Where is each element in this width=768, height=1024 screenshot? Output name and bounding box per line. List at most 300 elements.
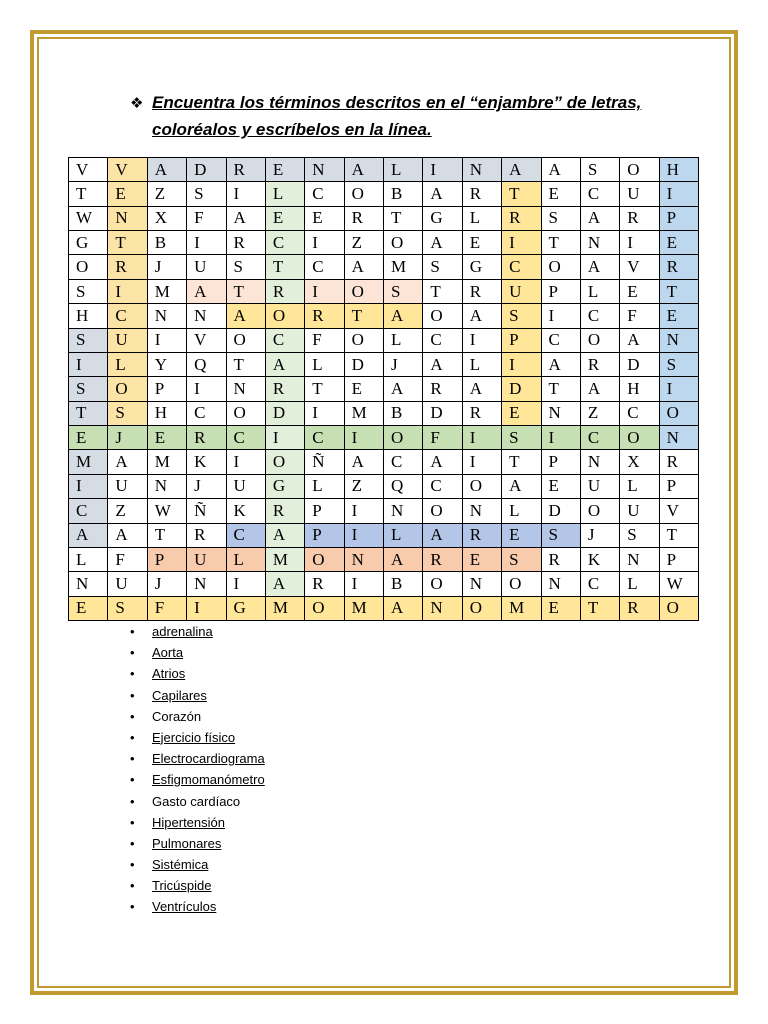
word-list-item xyxy=(0,875,768,896)
grid-cell: A xyxy=(502,475,541,499)
grid-cell: Ñ xyxy=(187,499,226,523)
grid-cell: O xyxy=(620,426,659,450)
grid-cell: N xyxy=(384,499,423,523)
grid-cell: S xyxy=(542,524,581,548)
grid-cell: Z xyxy=(148,182,187,206)
grid-cell: A xyxy=(423,231,462,255)
word-list-item xyxy=(0,685,768,706)
grid-cell: E xyxy=(542,597,581,621)
grid-cell: R xyxy=(187,524,226,548)
grid-cell: E xyxy=(69,426,108,450)
grid-cell: I xyxy=(463,329,502,353)
grid-cell: R xyxy=(187,426,226,450)
grid-cell: L xyxy=(620,572,659,596)
grid-cell: K xyxy=(581,548,620,572)
grid-cell: U xyxy=(581,475,620,499)
grid-cell: N xyxy=(660,329,699,353)
bullet-icon: • xyxy=(130,729,135,745)
word-list-item xyxy=(0,854,768,875)
grid-cell: R xyxy=(620,207,659,231)
grid-cell: H xyxy=(69,304,108,328)
grid-cell: I xyxy=(227,450,266,474)
grid-cell: A xyxy=(384,304,423,328)
grid-cell: S xyxy=(581,158,620,182)
grid-cell: E xyxy=(266,207,305,231)
grid-cell: M xyxy=(345,402,384,426)
grid-cell: O xyxy=(581,499,620,523)
word-list-label: Atrios xyxy=(152,666,186,682)
grid-cell: T xyxy=(581,597,620,621)
grid-cell: O xyxy=(108,377,147,401)
grid-cell: N xyxy=(581,450,620,474)
grid-cell: R xyxy=(660,255,699,279)
word-list-item xyxy=(0,896,768,917)
bullet-icon: • xyxy=(130,624,135,639)
grid-cell: E xyxy=(305,207,344,231)
grid-cell: D xyxy=(542,499,581,523)
grid-cell: E xyxy=(463,548,502,572)
grid-cell: R xyxy=(502,207,541,231)
grid-cell: S xyxy=(227,255,266,279)
grid-cell: I xyxy=(305,402,344,426)
grid-cell: R xyxy=(266,280,305,304)
grid-cell: T xyxy=(69,182,108,206)
grid-cell: S xyxy=(187,182,226,206)
word-list-item xyxy=(0,727,768,748)
grid-cell: N xyxy=(581,231,620,255)
grid-cell: N xyxy=(305,158,344,182)
grid-cell: L xyxy=(463,353,502,377)
grid-cell: D xyxy=(502,377,541,401)
grid-cell: I xyxy=(148,329,187,353)
grid-cell: U xyxy=(108,329,147,353)
grid-cell: C xyxy=(305,426,344,450)
grid-cell: K xyxy=(187,450,226,474)
grid-cell: C xyxy=(502,255,541,279)
grid-cell: L xyxy=(227,548,266,572)
bullet-icon: • xyxy=(130,814,135,830)
grid-cell: F xyxy=(187,207,226,231)
word-list-label: Aorta xyxy=(152,645,184,661)
grid-cell: F xyxy=(620,304,659,328)
word-list-item xyxy=(0,621,768,642)
grid-cell: R xyxy=(305,304,344,328)
grid-cell: P xyxy=(502,329,541,353)
bullet-icon: • xyxy=(130,645,135,661)
grid-cell: I xyxy=(187,231,226,255)
grid-cell: S xyxy=(69,329,108,353)
bullet-icon: • xyxy=(130,857,135,873)
word-list xyxy=(0,621,768,918)
grid-cell: V xyxy=(660,499,699,523)
grid-cell: M xyxy=(266,597,305,621)
grid-cell: N xyxy=(620,548,659,572)
grid-cell: I xyxy=(660,377,699,401)
grid-cell: B xyxy=(148,231,187,255)
grid-cell: E xyxy=(620,280,659,304)
grid-cell: H xyxy=(148,402,187,426)
grid-cell: T xyxy=(227,280,266,304)
grid-cell: C xyxy=(305,255,344,279)
grid-cell: P xyxy=(148,548,187,572)
grid-cell: P xyxy=(305,499,344,523)
grid-cell: L xyxy=(69,548,108,572)
grid-cell: A xyxy=(542,353,581,377)
grid-cell: C xyxy=(384,450,423,474)
grid-cell: A xyxy=(384,597,423,621)
grid-cell: R xyxy=(463,280,502,304)
grid-cell: A xyxy=(423,353,462,377)
grid-cell: C xyxy=(266,329,305,353)
word-list-item xyxy=(0,791,768,812)
grid-cell: I xyxy=(187,377,226,401)
grid-cell: T xyxy=(345,304,384,328)
grid-cell: P xyxy=(660,475,699,499)
grid-cell: T xyxy=(542,377,581,401)
word-list-item xyxy=(0,663,768,684)
word-list-label: Electrocardiograma xyxy=(152,751,265,767)
word-list-label: Esfigmomanómetro xyxy=(152,772,265,788)
grid-cell: C xyxy=(581,426,620,450)
grid-cell: O xyxy=(620,158,659,182)
grid-cell: Y xyxy=(148,353,187,377)
grid-cell: F xyxy=(108,548,147,572)
grid-cell: P xyxy=(660,548,699,572)
grid-cell: L xyxy=(384,524,423,548)
grid-cell: Z xyxy=(345,231,384,255)
grid-cell: T xyxy=(108,231,147,255)
grid-cell: I xyxy=(345,499,384,523)
grid-cell: E xyxy=(542,475,581,499)
grid-cell: G xyxy=(266,475,305,499)
bullet-icon: • xyxy=(130,899,135,915)
grid-cell: Q xyxy=(384,475,423,499)
word-list-label: Corazón xyxy=(152,708,202,724)
grid-cell: C xyxy=(227,524,266,548)
grid-cell: T xyxy=(384,207,423,231)
grid-cell: C xyxy=(620,402,659,426)
grid-cell: O xyxy=(463,475,502,499)
grid-cell: A xyxy=(345,255,384,279)
grid-cell: N xyxy=(542,572,581,596)
grid-cell: S xyxy=(108,402,147,426)
word-list-item xyxy=(0,812,768,833)
grid-cell: O xyxy=(266,304,305,328)
grid-cell: C xyxy=(423,475,462,499)
grid-cell: U xyxy=(620,182,659,206)
grid-cell: A xyxy=(423,524,462,548)
grid-cell: N xyxy=(660,426,699,450)
grid-cell: S xyxy=(502,304,541,328)
grid-cell: S xyxy=(69,280,108,304)
grid-cell: S xyxy=(69,377,108,401)
grid-cell: N xyxy=(69,572,108,596)
grid-cell: I xyxy=(266,426,305,450)
word-list-label: Hipertensión xyxy=(152,814,225,830)
grid-cell: E xyxy=(542,182,581,206)
grid-cell: O xyxy=(423,304,462,328)
grid-cell: T xyxy=(148,524,187,548)
grid-cell: L xyxy=(384,158,423,182)
grid-cell: P xyxy=(305,524,344,548)
grid-cell: C xyxy=(423,329,462,353)
grid-cell: B xyxy=(384,402,423,426)
instruction-line-2: coloréalos y escríbelos en la línea. xyxy=(152,120,432,139)
grid-cell: E xyxy=(660,231,699,255)
grid-cell: E xyxy=(502,524,541,548)
grid-cell: O xyxy=(305,597,344,621)
grid-cell: R xyxy=(620,597,659,621)
grid-cell: I xyxy=(620,231,659,255)
grid-cell: S xyxy=(502,426,541,450)
grid-cell: B xyxy=(384,572,423,596)
grid-cell: U xyxy=(620,499,659,523)
grid-cell: A xyxy=(345,158,384,182)
grid-cell: C xyxy=(581,572,620,596)
grid-cell: T xyxy=(660,524,699,548)
grid-cell: O xyxy=(69,255,108,279)
grid-cell: N xyxy=(542,402,581,426)
word-search-grid xyxy=(68,157,699,621)
grid-cell: R xyxy=(423,377,462,401)
grid-cell: I xyxy=(227,572,266,596)
grid-cell: N xyxy=(148,304,187,328)
grid-cell: R xyxy=(266,377,305,401)
grid-cell: R xyxy=(463,402,502,426)
grid-cell: U xyxy=(108,572,147,596)
grid-cell: I xyxy=(502,353,541,377)
grid-cell: L xyxy=(305,475,344,499)
grid-cell: R xyxy=(581,353,620,377)
grid-cell: W xyxy=(148,499,187,523)
grid-cell: B xyxy=(384,182,423,206)
grid-cell: I xyxy=(305,231,344,255)
grid-cell: S xyxy=(620,524,659,548)
grid-cell: W xyxy=(69,207,108,231)
grid-cell: P xyxy=(660,207,699,231)
grid-cell: Ñ xyxy=(305,450,344,474)
grid-cell: S xyxy=(660,353,699,377)
grid-cell: C xyxy=(108,304,147,328)
grid-cell: T xyxy=(227,353,266,377)
word-list-label: Tricúspide xyxy=(152,878,212,894)
instruction-line-1: Encuentra los términos descritos en el “enjambre” de letras, xyxy=(152,93,642,112)
grid-cell: N xyxy=(148,475,187,499)
grid-cell: R xyxy=(227,158,266,182)
grid-cell: O xyxy=(227,402,266,426)
grid-cell: I xyxy=(345,572,384,596)
bullet-icon: • xyxy=(130,835,135,851)
grid-cell: I xyxy=(69,475,108,499)
grid-cell: O xyxy=(463,597,502,621)
grid-cell: I xyxy=(69,353,108,377)
grid-cell: E xyxy=(463,231,502,255)
grid-cell: O xyxy=(581,329,620,353)
word-list-label: Gasto cardíaco xyxy=(152,793,241,809)
grid-cell: I xyxy=(542,426,581,450)
grid-cell: O xyxy=(345,182,384,206)
grid-cell: S xyxy=(502,548,541,572)
grid-cell: A xyxy=(463,377,502,401)
grid-cell: R xyxy=(227,231,266,255)
grid-cell: Z xyxy=(108,499,147,523)
grid-cell: U xyxy=(187,548,226,572)
grid-cell: O xyxy=(384,426,423,450)
grid-cell: T xyxy=(305,377,344,401)
grid-cell: D xyxy=(620,353,659,377)
grid-cell: T xyxy=(423,280,462,304)
grid-cell: L xyxy=(620,475,659,499)
grid-cell: O xyxy=(384,231,423,255)
grid-cell: A xyxy=(542,158,581,182)
grid-cell: E xyxy=(69,597,108,621)
grid-cell: I xyxy=(345,524,384,548)
grid-cell: T xyxy=(542,231,581,255)
grid-cell: C xyxy=(266,231,305,255)
word-list-label: adrenalina xyxy=(152,624,213,639)
grid-cell: V xyxy=(187,329,226,353)
grid-cell: A xyxy=(148,158,187,182)
grid-cell: N xyxy=(423,597,462,621)
grid-cell: T xyxy=(660,280,699,304)
grid-cell: P xyxy=(542,280,581,304)
grid-cell: R xyxy=(305,572,344,596)
grid-cell: G xyxy=(227,597,266,621)
grid-cell: O xyxy=(660,597,699,621)
grid-cell: P xyxy=(542,450,581,474)
grid-cell: L xyxy=(384,329,423,353)
grid-cell: M xyxy=(148,280,187,304)
grid-cell: R xyxy=(423,548,462,572)
bullet-icon: • xyxy=(130,708,135,724)
grid-cell: E xyxy=(345,377,384,401)
grid-cell: O xyxy=(305,548,344,572)
grid-cell: R xyxy=(345,207,384,231)
grid-cell: O xyxy=(502,572,541,596)
grid-cell: I xyxy=(227,182,266,206)
grid-cell: R xyxy=(542,548,581,572)
grid-cell: A xyxy=(620,329,659,353)
grid-cell: L xyxy=(305,353,344,377)
grid-cell: I xyxy=(463,426,502,450)
grid-cell: I xyxy=(463,450,502,474)
grid-cell: A xyxy=(384,548,423,572)
bullet-icon: • xyxy=(130,687,135,703)
grid-cell: R xyxy=(463,182,502,206)
grid-cell: V xyxy=(69,158,108,182)
grid-cell: D xyxy=(345,353,384,377)
grid-cell: R xyxy=(463,524,502,548)
grid-cell: D xyxy=(266,402,305,426)
word-list-label: Capilares xyxy=(152,687,207,703)
grid-cell: O xyxy=(266,450,305,474)
grid-cell: F xyxy=(305,329,344,353)
grid-cell: M xyxy=(345,597,384,621)
grid-cell: S xyxy=(108,597,147,621)
grid-cell: N xyxy=(345,548,384,572)
grid-cell: Z xyxy=(581,402,620,426)
grid-cell: A xyxy=(69,524,108,548)
grid-cell: J xyxy=(108,426,147,450)
word-list-item xyxy=(0,833,768,854)
grid-cell: A xyxy=(463,304,502,328)
grid-cell: A xyxy=(266,572,305,596)
grid-cell: A xyxy=(266,524,305,548)
grid-cell: X xyxy=(148,207,187,231)
grid-cell: T xyxy=(502,182,541,206)
grid-cell: F xyxy=(423,426,462,450)
grid-cell: H xyxy=(620,377,659,401)
grid-cell: V xyxy=(108,158,147,182)
grid-cell: O xyxy=(660,402,699,426)
grid-cell: N xyxy=(463,499,502,523)
grid-cell: J xyxy=(148,572,187,596)
grid-cell: C xyxy=(542,329,581,353)
grid-cell: E xyxy=(502,402,541,426)
grid-cell: O xyxy=(227,329,266,353)
grid-cell: M xyxy=(384,255,423,279)
grid-cell: O xyxy=(423,499,462,523)
grid-cell: A xyxy=(423,182,462,206)
grid-cell: U xyxy=(108,475,147,499)
grid-cell: D xyxy=(423,402,462,426)
grid-cell: R xyxy=(266,499,305,523)
grid-cell: I xyxy=(108,280,147,304)
grid-cell: A xyxy=(227,304,266,328)
grid-cell: J xyxy=(148,255,187,279)
grid-cell: O xyxy=(542,255,581,279)
grid-cell: I xyxy=(502,231,541,255)
grid-cell: I xyxy=(305,280,344,304)
grid-cell: G xyxy=(463,255,502,279)
grid-cell: I xyxy=(660,182,699,206)
bullet-icon: • xyxy=(130,878,135,894)
grid-cell: A xyxy=(384,377,423,401)
grid-cell: E xyxy=(660,304,699,328)
grid-cell: S xyxy=(423,255,462,279)
grid-cell: A xyxy=(581,207,620,231)
grid-cell: A xyxy=(108,450,147,474)
grid-cell: O xyxy=(345,329,384,353)
grid-cell: G xyxy=(423,207,462,231)
bullet-icon: • xyxy=(130,666,135,682)
grid-cell: P xyxy=(148,377,187,401)
grid-cell: A xyxy=(581,377,620,401)
grid-cell: A xyxy=(187,280,226,304)
grid-cell: A xyxy=(227,207,266,231)
word-list-item xyxy=(0,642,768,663)
grid-cell: Z xyxy=(345,475,384,499)
grid-cell: C xyxy=(227,426,266,450)
grid-cell: N xyxy=(108,207,147,231)
grid-cell: I xyxy=(423,158,462,182)
grid-cell: C xyxy=(581,182,620,206)
grid-cell: F xyxy=(148,597,187,621)
grid-cell: L xyxy=(502,499,541,523)
grid-cell: G xyxy=(69,231,108,255)
grid-cell: E xyxy=(148,426,187,450)
grid-cell: N xyxy=(227,377,266,401)
grid-cell: J xyxy=(581,524,620,548)
word-list-label: Ventrículos xyxy=(152,899,217,915)
grid-cell: D xyxy=(187,158,226,182)
grid-cell: Q xyxy=(187,353,226,377)
grid-cell: L xyxy=(463,207,502,231)
grid-cell: I xyxy=(542,304,581,328)
grid-cell: R xyxy=(108,255,147,279)
grid-cell: N xyxy=(187,304,226,328)
grid-cell: U xyxy=(187,255,226,279)
